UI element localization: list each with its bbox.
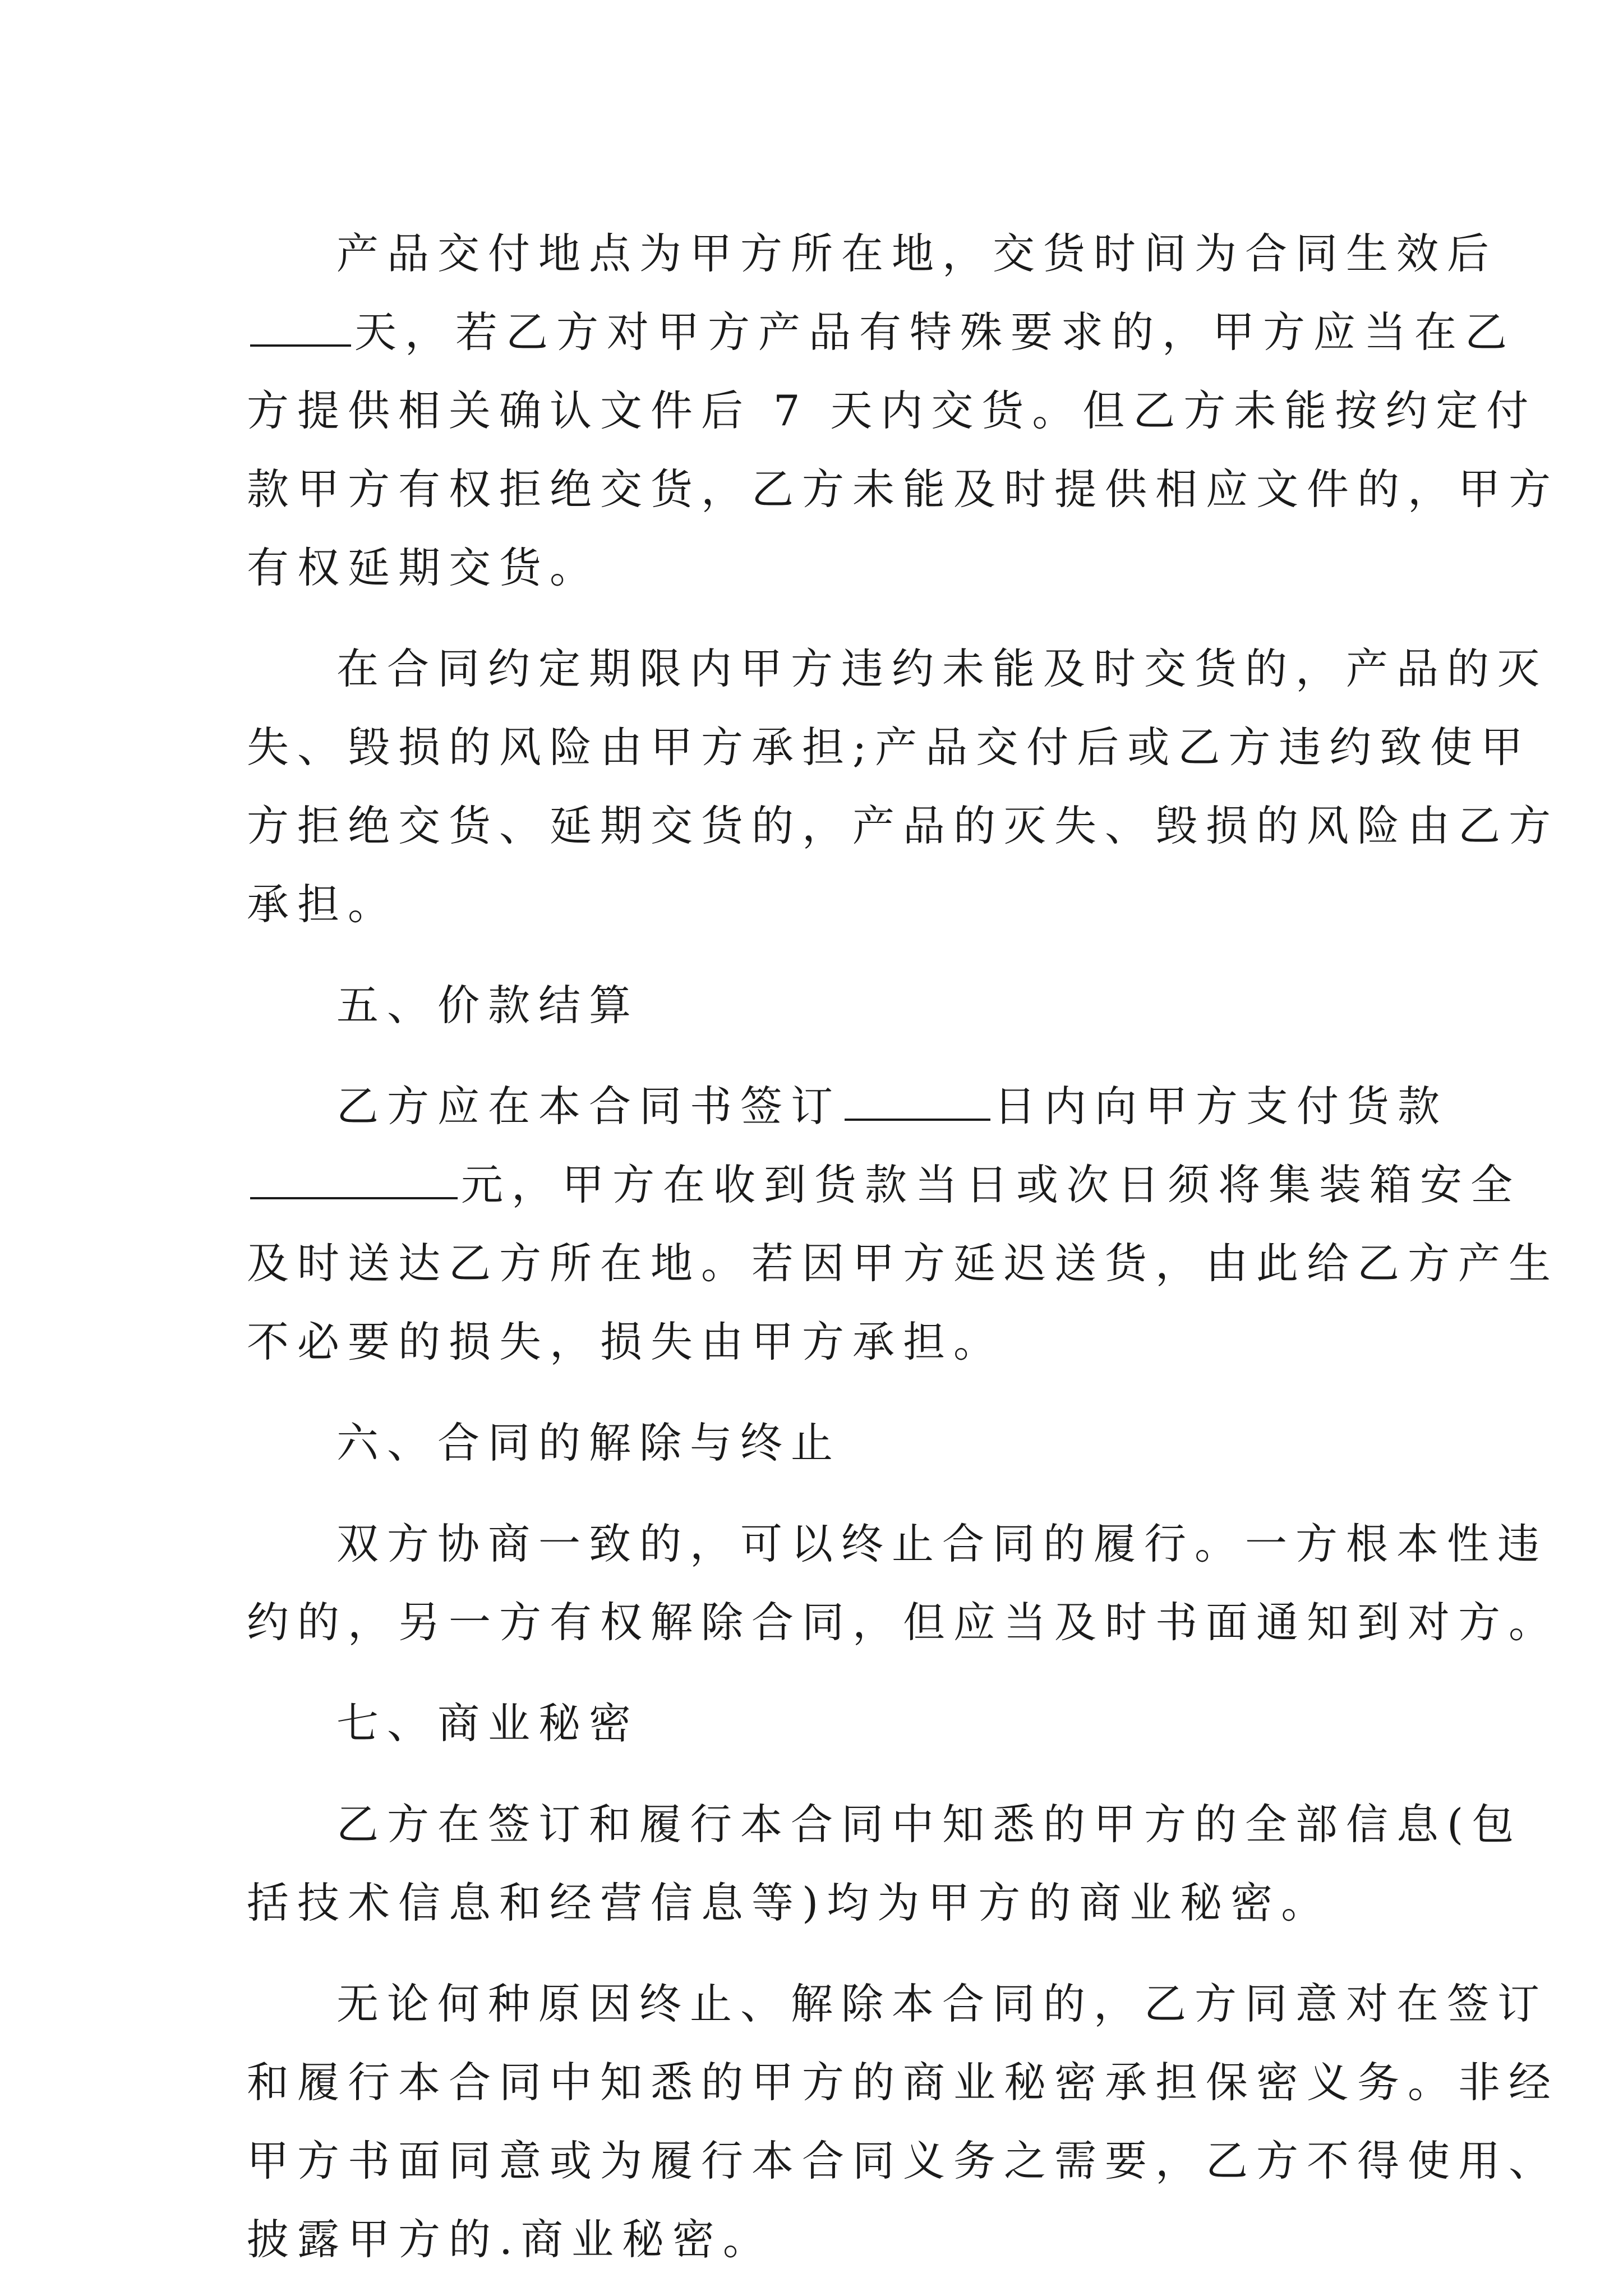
text-line: 括技术信息和经营信息等)均为甲方的商业秘密。 (247, 1878, 1332, 1927)
text-line (247, 293, 1516, 371)
text-line: 约的，另一方有权解除合同，但应当及时书面通知到对方。 (247, 1598, 1560, 1647)
paragraph-risk (247, 629, 1560, 944)
text-line: 无论何种原因终止、解除本合同的，乙方同意对在签订 (336, 1979, 1548, 2028)
text-line (247, 1145, 1521, 1224)
text-line: 失、毁损的风险由甲方承担;产品交付后或乙方违约致使甲 (247, 723, 1532, 772)
paragraph-confidentiality (247, 1964, 1560, 2279)
text-line: 在合同约定期限内甲方违约未能及时交货的，产品的灭 (336, 644, 1548, 693)
paragraph-gap (247, 944, 1399, 966)
text-line: 及时送达乙方所在地。若因甲方延迟送货，由此给乙方产生 (247, 1239, 1560, 1288)
paragraph-gap (247, 1942, 1399, 1964)
document-body (247, 214, 1560, 2279)
paragraph-gap (247, 1662, 1399, 1684)
text-line: 方拒绝交货、延期交货的，产品的灭失、毁损的风险由乙方 (247, 801, 1560, 850)
paragraph-gap (247, 1381, 1399, 1404)
text-span: 日内向甲方支付货款 (994, 1082, 1449, 1131)
text-line: 双方协商一致的，可以终止合同的履行。一方根本性违 (336, 1519, 1548, 1568)
text-span: 元，甲方在收到货款当日或次日须将集装箱安全 (461, 1160, 1521, 1209)
text-span: 乙方应在本合同书签订 (336, 1082, 842, 1131)
section-heading-termination: 六、合同的解除与终止 (336, 1418, 842, 1467)
fill-in-blank-days[interactable] (250, 305, 351, 347)
text-line: 承担。 (247, 880, 399, 929)
fill-in-blank-payment-days[interactable] (845, 1079, 990, 1121)
text-line (247, 1067, 1449, 1145)
paragraph-delivery (247, 214, 1560, 607)
text-line: 和履行本合同中知悉的甲方的商业秘密承担保密义务。非经 (247, 2058, 1560, 2107)
paragraph-termination (247, 1504, 1560, 1662)
paragraph-gap (247, 607, 1399, 629)
section-heading-payment: 五、价款结算 (336, 981, 640, 1030)
text-line: 产品交付地点为甲方所在地，交货时间为合同生效后 (336, 229, 1498, 278)
text-line: 方提供相关确认文件后 7 天内交货。但乙方未能按约定付 (247, 386, 1537, 435)
paragraph-gap (247, 1045, 1399, 1067)
fill-in-blank-amount[interactable] (250, 1158, 458, 1199)
text-line: 披露甲方的.商业秘密。 (247, 2215, 773, 2264)
text-span: 天，若乙方对甲方产品有特殊要求的，甲方应当在乙 (354, 307, 1516, 357)
text-line: 不必要的损失，损失由甲方承担。 (247, 1317, 1004, 1366)
paragraph-gap (247, 1763, 1399, 1785)
paragraph-gap (247, 1482, 1399, 1504)
section-heading-trade-secrets: 七、商业秘密 (336, 1699, 640, 1748)
text-line: 甲方书面同意或为履行本合同义务之需要，乙方不得使用、 (247, 2136, 1560, 2185)
text-line: 乙方在签订和履行本合同中知悉的甲方的全部信息(包 (336, 1800, 1523, 1849)
paragraph-payment (247, 1067, 1560, 1381)
text-line: 有权延期交货。 (247, 543, 601, 592)
text-line: 款甲方有权拒绝交货，乙方未能及时提供相应文件的，甲方 (247, 464, 1560, 514)
paragraph-secrets-scope (247, 1785, 1523, 1942)
